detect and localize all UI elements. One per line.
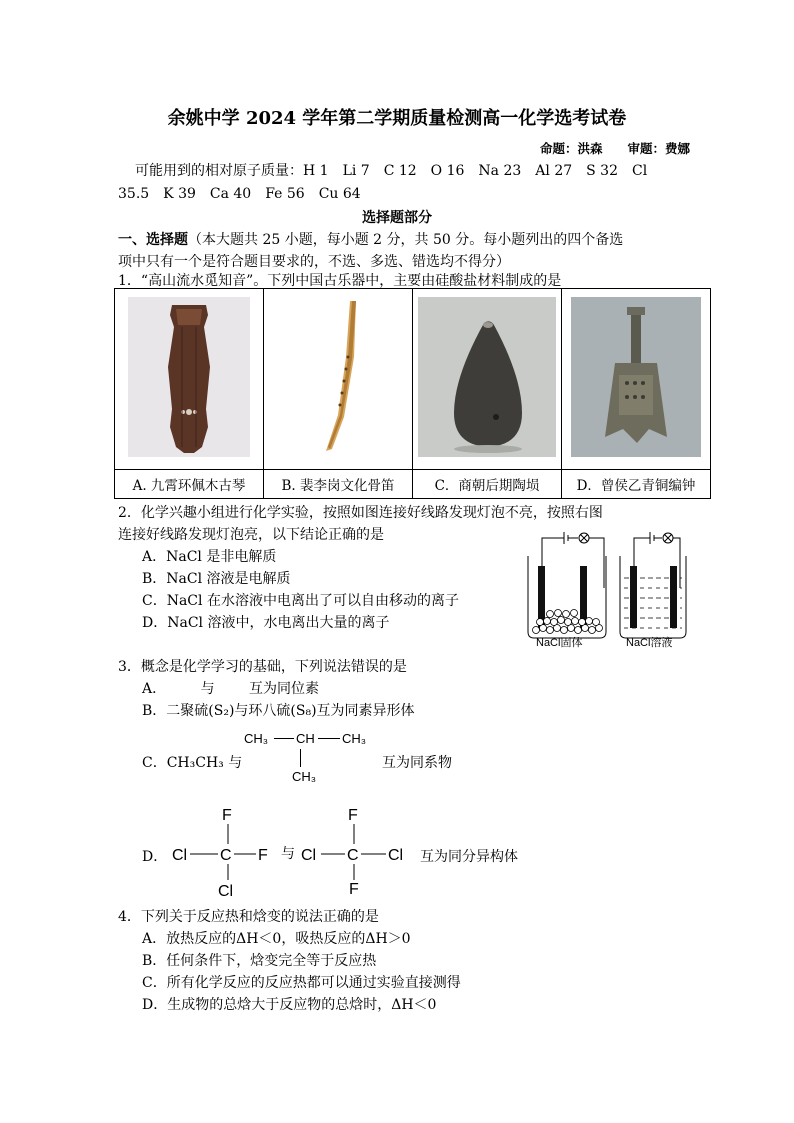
authors-line: 命题：洪森 审题：费娜 [539, 141, 690, 156]
struct-c-ch3-bottom: CH₃ [292, 769, 317, 784]
q4-option-a[interactable]: A．放热反应的ΔH＜0，吸热反应的ΔH＞0 [142, 931, 411, 947]
q3-option-b[interactable]: B．二聚硫(S₂)与环八硫(S₈)互为同素异形体 [142, 703, 415, 719]
part-desc-1: （本大题共 25 小题，每小题 2 分，共 50 分。每小题列出的四个备选 [188, 232, 624, 248]
q4-option-c[interactable]: C．所有化学反应的反应热都可以通过实验直接测得 [142, 975, 461, 991]
q2-option-a[interactable]: A．NaCl 是非电解质 [142, 549, 277, 565]
q2-option-b[interactable]: B．NaCl 溶液是电解质 [142, 571, 291, 587]
q1-option-c[interactable]: C．商朝后期陶埙 [413, 470, 562, 499]
q3-option-c-post: 互为同系物 [382, 755, 452, 771]
struct-c-bond-1 [274, 738, 294, 739]
q1-image-cell-a [115, 289, 264, 470]
fig-label-nacl-solid: NaCl固体 [536, 637, 583, 649]
q2-stem-1: 2．化学兴趣小组进行化学实验，按照如图连接好线路发现灯泡不亮，按照右图 [118, 505, 603, 521]
struct-d2-cl-right: Cl [388, 847, 404, 864]
struct-d2-f-top: F [348, 807, 358, 824]
bone-flute-image [298, 297, 378, 457]
q1-option-d[interactable]: D．曾侯乙青铜编钟 [562, 470, 711, 499]
q3-struct-d [166, 806, 416, 898]
struct-c-ch: CH [296, 731, 315, 746]
q3-option-a[interactable] [142, 678, 319, 698]
q1-image-cell-b [264, 289, 413, 470]
clay-xun-image [418, 297, 556, 457]
struct-d2-cl-left: Cl [301, 847, 317, 864]
part-intro [118, 229, 623, 249]
q1-instrument-table [114, 288, 711, 499]
struct-d1-cl-bottom: Cl [218, 883, 234, 898]
struct-d1-f-right: F [258, 847, 268, 864]
q3-option-d-pre[interactable]: D． [142, 849, 168, 865]
q4-stem: 4．下列关于反应热和焓变的说法正确的是 [118, 909, 379, 925]
section-title: 选择题部分 [362, 210, 432, 226]
q3-stem: 3．概念是化学学习的基础，下列说法错误的是 [118, 659, 407, 675]
q3-option-a-conj: 与 [200, 681, 215, 697]
part-desc-2: 项中只有一个是符合题目要求的，不选、多选、错选均不得分） [118, 254, 510, 270]
q1-option-b[interactable]: B. 裴李岗文化骨笛 [264, 470, 413, 499]
right-electrode-1 [630, 566, 637, 628]
q1-stem: 1．“高山流水觅知音”。下列中国古乐器中，主要由硅酸盐材料制成的是 [118, 273, 562, 289]
struct-d2-c: C [347, 847, 359, 864]
struct-c-ch3-right: CH₃ [342, 731, 367, 746]
q1-image-cell-d [562, 289, 711, 470]
q3-option-d-mid: 与 [281, 845, 295, 861]
struct-d1-cl-left: Cl [172, 847, 188, 864]
q3-option-a-label: A． [142, 681, 167, 697]
q4-option-b[interactable]: B．任何条件下，焓变完全等于反应热 [142, 953, 377, 969]
q2-stem-2: 连接好线路发现灯泡亮，以下结论正确的是 [118, 527, 384, 543]
struct-d1-f-top: F [222, 807, 232, 824]
part-label: 一、选择题 [118, 232, 188, 248]
atomic-masses-line-1: 可能用到的相对原子质量：H 1 Li 7 C 12 O 16 Na 23 Al 27 S 32 Cl [135, 163, 648, 179]
guqin-image [128, 297, 250, 457]
q4-option-d[interactable]: D．生成物的总焓大于反应物的总焓时，ΔH＜0 [142, 997, 437, 1013]
q3-option-c-pre[interactable]: C．CH₃CH₃ 与 [142, 755, 243, 771]
fig-label-nacl-solution: NaCl溶液 [626, 637, 673, 649]
struct-c-bond-3 [300, 749, 301, 767]
struct-c-ch3-left: CH₃ [244, 731, 269, 746]
q1-option-a[interactable]: A. 九霄环佩木古琴 [115, 470, 264, 499]
q2-option-d[interactable]: D．NaCl 溶液中，水电离出大量的离子 [142, 615, 390, 631]
atomic-masses-line-2: 35.5 K 39 Ca 40 Fe 56 Cu 64 [118, 186, 361, 202]
right-electrode-2 [670, 566, 677, 628]
q2-option-c[interactable]: C．NaCl 在水溶液中电离出了可以自由移动的离子 [142, 593, 459, 609]
q3-option-a-rel: 互为同位素 [249, 681, 320, 697]
struct-d2-f-bottom: F [349, 881, 359, 898]
q3-option-d-post: 互为同分异构体 [420, 849, 518, 865]
struct-d1-c: C [220, 847, 232, 864]
struct-c-bond-2 [318, 738, 340, 739]
page-title: 余姚中学 2024 学年第二学期质量检测高一化学选考试卷 [167, 108, 627, 129]
bronze-bell-image [571, 297, 701, 457]
q1-image-cell-c [413, 289, 562, 470]
